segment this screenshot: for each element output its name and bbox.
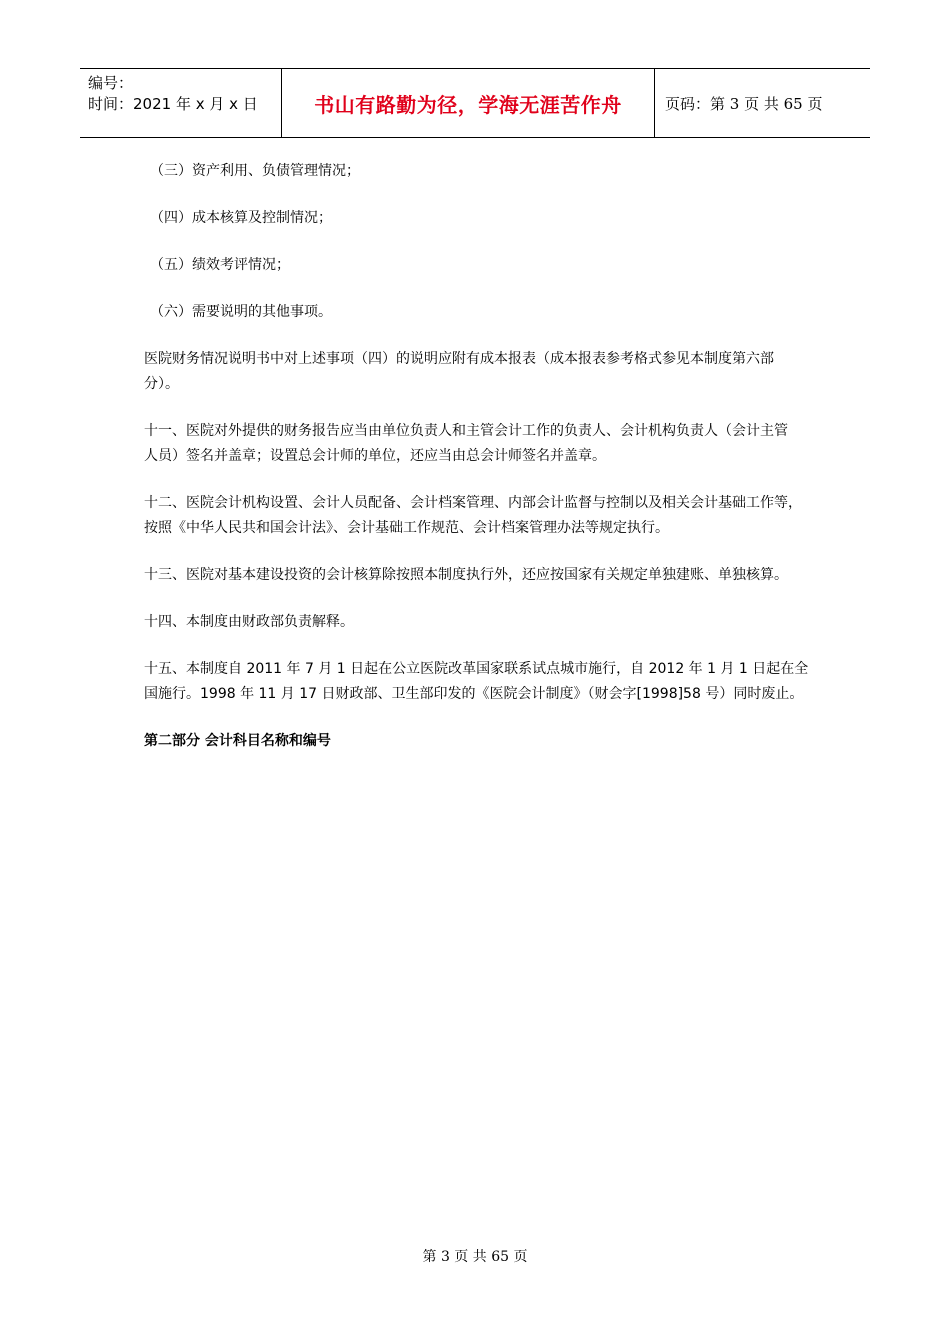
page-footer: 第 3 页 共 65 页 — [422, 1249, 528, 1265]
list-item: （六）需要说明的其他事项。 — [150, 304, 332, 320]
paragraph-line: 国施行。1998 年 11 月 17 日财政部、卫生部印发的《医院会计制度》（财会字[1998]58 号）同时废止。 — [144, 686, 804, 702]
paragraph-article-14: 十四、本制度由财政部负责解释。 — [144, 614, 354, 630]
section-heading: 第二部分 会计科目名称和编号 — [144, 733, 331, 749]
paragraph-line: 十一、医院对外提供的财务报告应当由单位负责人和主管会计工作的负责人、会计机构负责人（会计主管 — [144, 423, 788, 439]
header-page-number: 页码：第 3 页 共 65 页 — [665, 94, 823, 113]
paragraph-line: 十二、医院会计机构设置、会计人员配备、会计档案管理、内部会计监督与控制以及相关会计基础工作等， — [144, 495, 802, 511]
list-item: （三）资产利用、负债管理情况； — [150, 163, 360, 179]
header-page-info — [655, 69, 870, 137]
header-meta — [80, 69, 282, 137]
document-date: 时间：2021 年 x 月 x 日 — [88, 95, 258, 113]
paragraph-article-11 — [144, 419, 814, 469]
document-number: 编号： — [88, 74, 134, 92]
header-motto: 书山有路勤为径，学海无涯苦作舟 — [282, 69, 655, 137]
paragraph-cost-report — [144, 347, 814, 397]
paragraph-line: 分）。 — [144, 376, 179, 392]
document-header — [80, 68, 870, 138]
paragraph-article-13: 十三、医院对基本建设投资的会计核算除按照本制度执行外，还应按国家有关规定单独建账、单独核算。 — [144, 567, 788, 583]
paragraph-line: 人员）签名并盖章；设置总会计师的单位，还应当由总会计师签名并盖章。 — [144, 448, 606, 464]
list-item: （五）绩效考评情况； — [150, 257, 290, 273]
paragraph-article-12 — [144, 491, 814, 541]
paragraph-article-15 — [144, 657, 814, 707]
paragraph-line: 十五、本制度自 2011 年 7 月 1 日起在公立医院改革国家联系试点城市施行，自 2012 年 1 月 1 日起在全 — [144, 661, 809, 677]
paragraph-line: 医院财务情况说明书中对上述事项（四）的说明应附有成本报表（成本报表参考格式参见本制度第六部 — [144, 351, 774, 367]
document-body — [144, 159, 814, 754]
list-item: （四）成本核算及控制情况； — [150, 210, 332, 226]
paragraph-line: 按照《中华人民共和国会计法》、会计基础工作规范、会计档案管理办法等规定执行。 — [144, 520, 669, 536]
